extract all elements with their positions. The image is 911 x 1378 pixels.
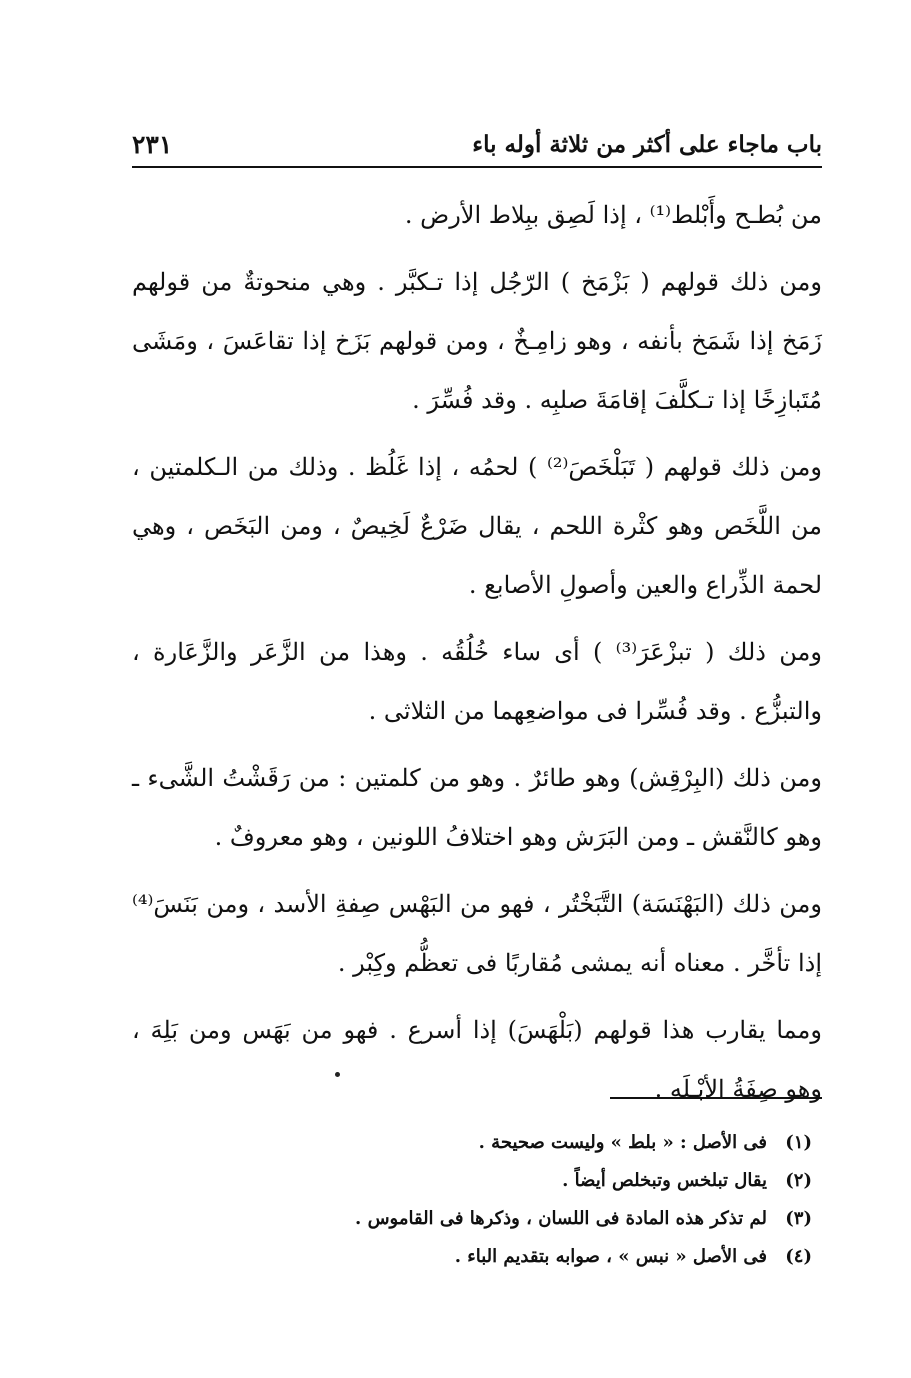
footnote-rule	[610, 1097, 822, 1099]
ink-dot	[335, 1072, 340, 1077]
footnote-number: (٢)	[785, 1170, 812, 1191]
footnote-number: (٤)	[785, 1246, 812, 1267]
main-text	[132, 186, 822, 1127]
running-head	[132, 128, 822, 162]
paragraph: ومن ذلك (البَهْنَسَة) التَّبَخْتُر ، فهو من البَهْس صِفةِ الأسد ، ومن بَنَسَ⁽⁴⁾ إذا تأخَّر . معناه أنه يمشى مُقاربًا فى تعظُّم وكِبْر .	[132, 890, 822, 977]
paragraph: ومن ذلك قولهم ( تَبَلْخَصَ⁽²⁾ ) لحمُه ، إذا غَلُظ . وذلك من الـكلمتين ، من اللَّخَص وهو كثْرة اللحم ، يقال ضَرْعٌ لَخِيصٌ ، ومن البَخَص ، وهي لحمة الذِّراع والعين وأصولِ الأصابع .	[132, 453, 823, 599]
paragraph: ومن ذلك ( تبزْعَرَ⁽³⁾ ) أى ساء خُلُقُه . وهذا من الزَّعَر والزَّعَارة ، والتبزُّع . وقد فُسِّرا فى مواضعِهما من الثلاثى .	[132, 638, 822, 725]
chapter-title: باب ماجاء على أكثر من ثلاثة أوله باء	[472, 131, 822, 158]
footnote-text: لم تذكر هذه المادة فى اللسان ، وذكرها فى القاموس .	[355, 1208, 767, 1229]
footnote	[300, 1200, 812, 1238]
paragraph: ومن ذلك قولهم ( بَزْمَخ ) الرّجُل إذا تـكبَّر . وهي منحوتةٌ من قولهم زَمَخ إذا شَمَخ بأنفه ، وهو زامِـخٌ ، ومن قولهم بَزَخ إذا تقاعَسَ ، ومَشَى مُتَبازِخًا إذا تـكلَّفَ إقامَةَ صلبِه . وقد فُسِّرَ .	[132, 268, 822, 414]
footnote-text: يقال تبلخس وتبخلص أيضاً .	[562, 1170, 767, 1191]
paragraph: ومما يقارب هذا قولهم (بَلْهَسَ) إذا أسرع . فهو من بَهَس ومن بَلِهَ ، وهو صِفَةُ الأبْـلَه .	[132, 1016, 822, 1103]
footnotes	[300, 1124, 812, 1276]
header-rule	[132, 166, 822, 168]
footnote-number: (١)	[785, 1132, 812, 1153]
footnote-text: فى الأصل : « بلط » وليست صحيحة .	[478, 1132, 767, 1153]
footnote	[300, 1162, 812, 1200]
footnote	[300, 1124, 812, 1162]
footnote-number: (٣)	[785, 1208, 812, 1229]
page-number: ٢٣١	[132, 130, 173, 159]
footnote	[300, 1238, 812, 1276]
footnote-text: فى الأصل « نبس » ، صوابه بتقديم الباء .	[454, 1246, 767, 1267]
paragraph: من بُطـح وأَبْلط⁽¹⁾ ، إذا لَصِق ببِلاط الأرض .	[404, 201, 822, 229]
paragraph: ومن ذلك (البِرْقِش) وهو طائرٌ . وهو من كلمتين : من رَقَشْتُ الشَّىء ـ وهو كالنَّقش ـ ومن البَرَش وهو اختلافُ اللونين ، وهو معروفٌ .	[132, 764, 822, 851]
